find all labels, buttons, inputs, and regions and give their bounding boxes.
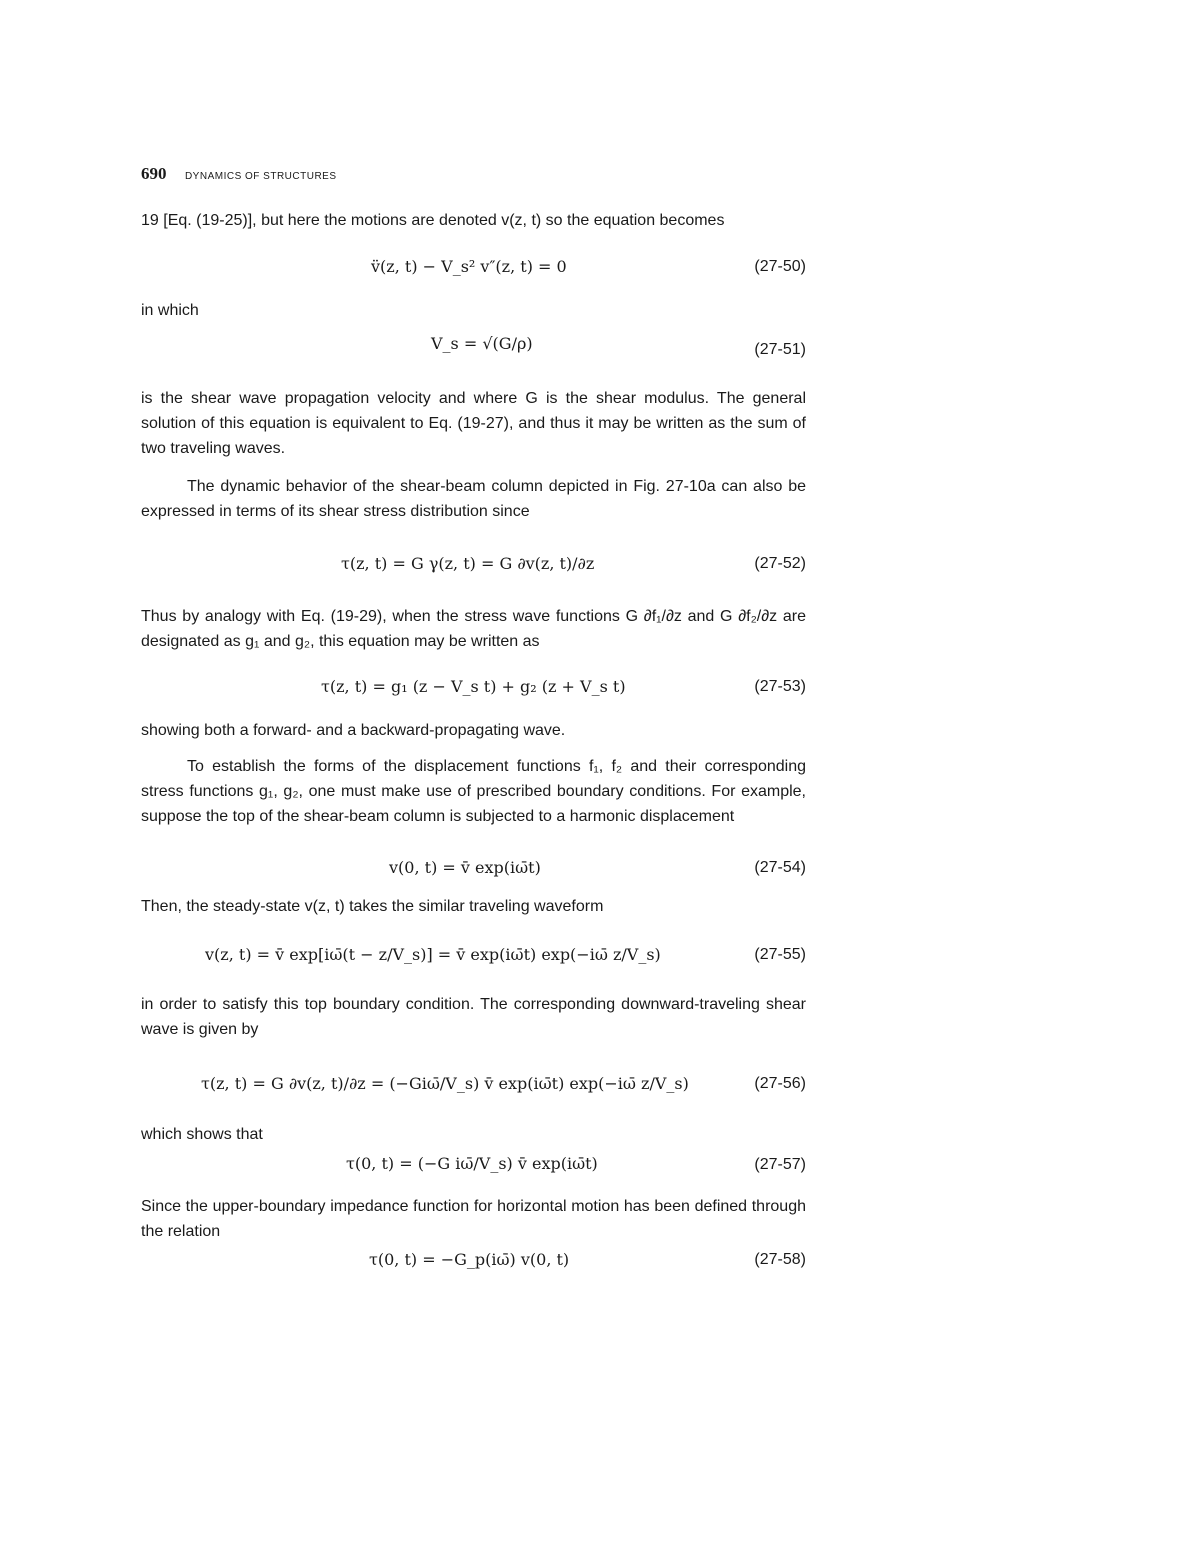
equation-27-52: [141, 540, 806, 588]
equation-body: v̈(z, t) − V_s² v″(z, t) = 0: [371, 257, 567, 276]
paragraph-10: which shows that: [141, 1126, 263, 1143]
equation-body: τ(z, t) = G ∂v(z, t)/∂z = (−Giω̄/V_s) v̄ exp(iω̄t) exp(−iω̄ z/V_s): [201, 1074, 689, 1093]
paragraph-4: The dynamic behavior of the shear-beam column depicted in Fig. 27-10a can also be expressed in terms of its shear stress distribution since: [141, 478, 806, 520]
equation-body: v(0, t) = v̄ exp(iω̄t): [389, 858, 541, 877]
paragraph-9: in order to satisfy this top boundary condition. The corresponding downward-traveling shear wave is given by: [141, 996, 806, 1038]
equation-number: (27-55): [754, 946, 806, 963]
paragraph-8: Then, the steady-state v(z, t) takes the similar traveling waveform: [141, 898, 604, 915]
equation-body: V_s = √(G/ρ): [431, 334, 533, 353]
equation-27-50: [141, 247, 806, 287]
equation-number: (27-58): [754, 1251, 806, 1268]
equation-number: (27-50): [754, 258, 806, 275]
equation-number: (27-51): [754, 341, 806, 358]
equation-27-55: [141, 930, 806, 980]
paragraph-5: Thus by analogy with Eq. (19-29), when the stress wave functions G ∂f₁/∂z and G ∂f₂/∂z are designated as g₁ and g₂, this equation may be written as: [141, 608, 806, 650]
equation-body: τ(z, t) = g₁ (z − V_s t) + g₂ (z + V_s t): [321, 677, 626, 696]
equation-body: τ(z, t) = G γ(z, t) = G ∂v(z, t)/∂z: [341, 554, 595, 573]
equation-27-57: [141, 1142, 806, 1188]
running-header: [141, 164, 337, 184]
equation-number: (27-57): [754, 1156, 806, 1173]
equation-27-53: [141, 667, 806, 707]
paragraph-3: is the shear wave propagation velocity and where G is the shear modulus. The general solution of this equation is equivalent to Eq. (19-27), and thus it may be written as the sum of two traveling waves.: [141, 390, 806, 457]
equation-27-58: [141, 1240, 806, 1280]
equation-number: (27-56): [754, 1075, 806, 1092]
equation-27-51: [141, 324, 806, 376]
equation-number: (27-52): [754, 555, 806, 572]
equation-number: (27-54): [754, 859, 806, 876]
equation-body: τ(0, t) = (−G iω̄/V_s) v̄ exp(iω̄t): [346, 1154, 598, 1173]
running-title: DYNAMICS OF STRUCTURES: [184, 171, 337, 182]
paragraph-7: To establish the forms of the displacement functions f₁, f₂ and their corresponding stress functions g₁, g₂, one must make use of prescribed boundary conditions. For example, suppose the top of the shear-beam column is subjected to a harmonic displacement: [141, 758, 806, 825]
paragraph-6: showing both a forward- and a backward-propagating wave.: [141, 722, 566, 739]
equation-body: τ(0, t) = −G_p(iω̄) v(0, t): [369, 1250, 570, 1269]
equation-27-56: [141, 1058, 806, 1110]
paragraph-11: Since the upper-boundary impedance function for horizontal motion has been defined through the relation: [141, 1198, 806, 1240]
page-number: 690: [141, 164, 167, 183]
paragraph-2: in which: [141, 302, 199, 319]
equation-27-54: [141, 848, 806, 888]
equation-number: (27-53): [754, 678, 806, 695]
paragraph-1: 19 [Eq. (19-25)], but here the motions are denoted v(z, t) so the equation becomes: [141, 212, 725, 229]
equation-body: v(z, t) = v̄ exp[iω̄(t − z/V_s)] = v̄ exp(iω̄t) exp(−iω̄ z/V_s): [205, 945, 661, 964]
